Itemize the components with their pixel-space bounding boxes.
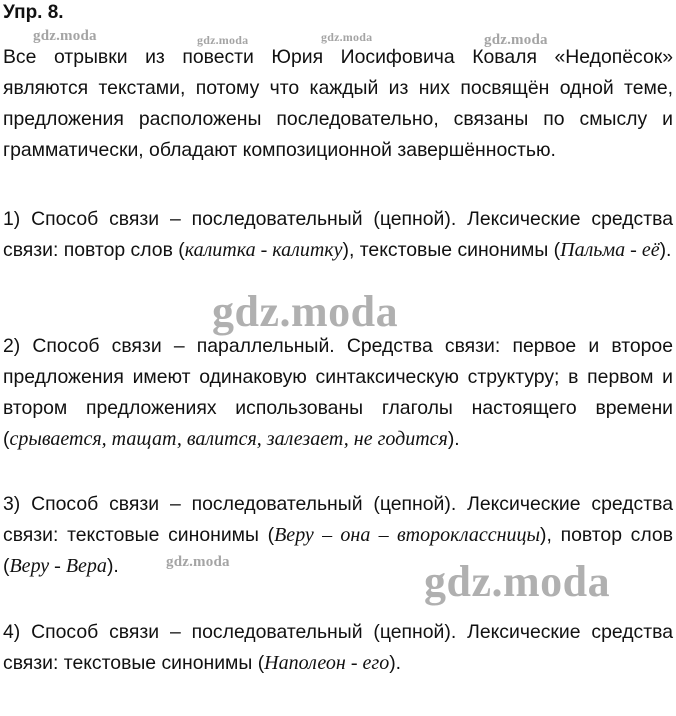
- answer-paragraph-2: [3, 331, 673, 455]
- paragraph-text: Все отрывки из повести Юрия Иосифовича Коваля «Недопёсок» являются текстами, потому что каждый из них посвящён одной теме, предложения расположены последовательно, связаны по смыслу и грамматически, обладают композиционной завершённостью.: [3, 46, 673, 161]
- example-words: Веру – она – второклассницы: [274, 524, 541, 546]
- paragraph-text: ), повтор слов (: [3, 524, 673, 577]
- paragraph-text: ), текстовые синонимы (: [342, 239, 561, 261]
- watermark-small: gdz.moda: [484, 32, 548, 48]
- paragraph-text: ).: [389, 652, 402, 674]
- example-words: Наполеон - его: [264, 652, 390, 674]
- example-words: калитка - калитку: [184, 239, 343, 261]
- watermark-large: gdz.moda: [212, 287, 399, 336]
- example-words: Пальма - её: [560, 239, 660, 261]
- answer-paragraph-3: [3, 489, 673, 582]
- paragraph-text: ).: [659, 239, 672, 261]
- paragraph-text: 1) Способ связи – последовательный (цепной). Лексические средства связи: повтор слов (: [3, 208, 673, 261]
- paragraph-text: ).: [106, 555, 119, 577]
- intro-paragraph: [3, 42, 673, 166]
- watermark-small: gdz.moda: [321, 30, 373, 44]
- watermark-small: gdz.moda: [197, 33, 249, 47]
- answer-paragraph-1: [3, 204, 673, 266]
- paragraph-text: ).: [447, 428, 460, 450]
- example-words: срывается, тащат, валится, залезает, не годится: [9, 428, 448, 450]
- watermark-large: gdz.moda: [424, 557, 611, 606]
- paragraph-text: 3) Способ связи – последовательный (цепной). Лексические средства связи: текстовые синонимы (: [3, 493, 673, 546]
- example-words: Веру - Вера: [9, 555, 107, 577]
- exercise-heading: Упр. 8.: [3, 2, 64, 23]
- watermark-small: gdz.moda: [166, 554, 230, 570]
- answer-paragraph-4: [3, 617, 673, 679]
- paragraph-text: 2) Способ связи – параллельный. Средства связи: первое и второе предложения имеют одинаковую синтаксическую структуру; в первом и втором предложениях использованы глаголы настоящего времени (: [3, 335, 673, 450]
- paragraph-text: 4) Способ связи – последовательный (цепной). Лексические средства связи: текстовые синонимы (: [3, 621, 673, 674]
- watermark-small: gdz.moda: [33, 28, 97, 44]
